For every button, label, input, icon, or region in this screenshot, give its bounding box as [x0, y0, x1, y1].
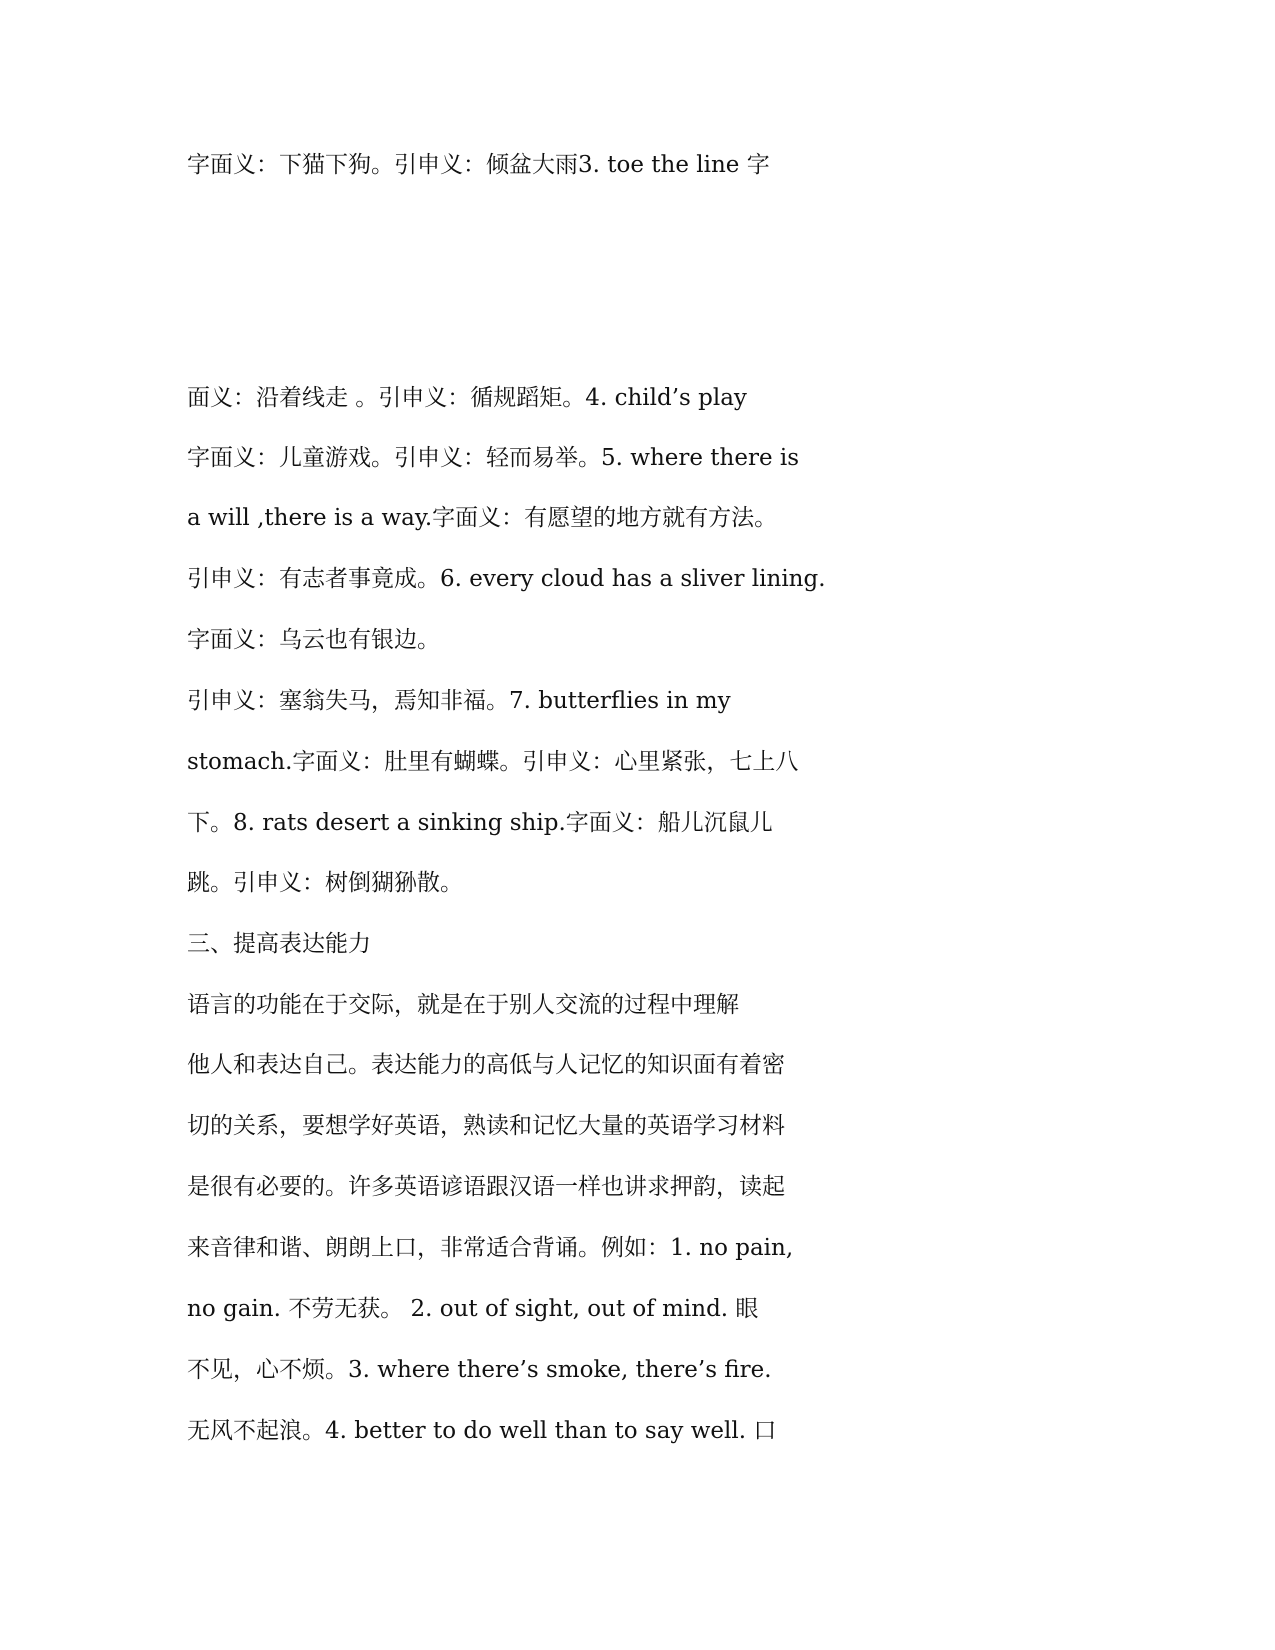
text-line: 他人和表达自己。表达能力的高低与人记忆的知识面有着密: [187, 1052, 785, 1078]
text-line: 来音律和谐、朗朗上口，非常适合背诵。例如：1. no pain,: [187, 1235, 794, 1261]
text-line: stomach.字面义：肚里有蝴蝶。引申义：心里紧张，七上八: [187, 749, 799, 775]
text-line: 语言的功能在于交际，就是在于别人交流的过程中理解: [187, 992, 739, 1018]
text-line: 字面义：下猫下狗。引申义：倾盆大雨3. toe the line 字: [187, 152, 770, 178]
text-line: 切的关系，要想学好英语，熟读和记忆大量的英语学习材料: [187, 1113, 785, 1139]
text-line: 字面义：乌云也有银边。: [187, 627, 440, 653]
text-line: 引申义：塞翁失马，焉知非福。7. butterflies in my: [187, 688, 731, 714]
text-line: 是很有必要的。许多英语谚语跟汉语一样也讲求押韵，读起: [187, 1174, 785, 1200]
text-line: no gain. 不劳无获。 2. out of sight, out of mind. 眼: [187, 1296, 759, 1322]
text-line: 面义：沿着线走 。引申义：循规蹈矩。4. child’s play: [187, 385, 747, 411]
text-line: 字面义：儿童游戏。引申义：轻而易举。5. where there is: [187, 445, 800, 471]
text-line: a will ,there is a way.字面义：有愿望的地方就有方法。: [187, 505, 778, 531]
section-heading: 三、提高表达能力: [187, 931, 371, 957]
text-line: 跳。引申义：树倒猢狲散。: [187, 870, 463, 896]
text-line: 不见，心不烦。3. where there’s smoke, there’s fire.: [187, 1357, 772, 1383]
text-line: 无风不起浪。4. better to do well than to say well. 口: [187, 1418, 777, 1444]
text-line: 下。8. rats desert a sinking ship.字面义：船儿沉鼠儿: [187, 810, 773, 836]
text-line: 引申义：有志者事竟成。6. every cloud has a sliver lining.: [187, 566, 826, 592]
